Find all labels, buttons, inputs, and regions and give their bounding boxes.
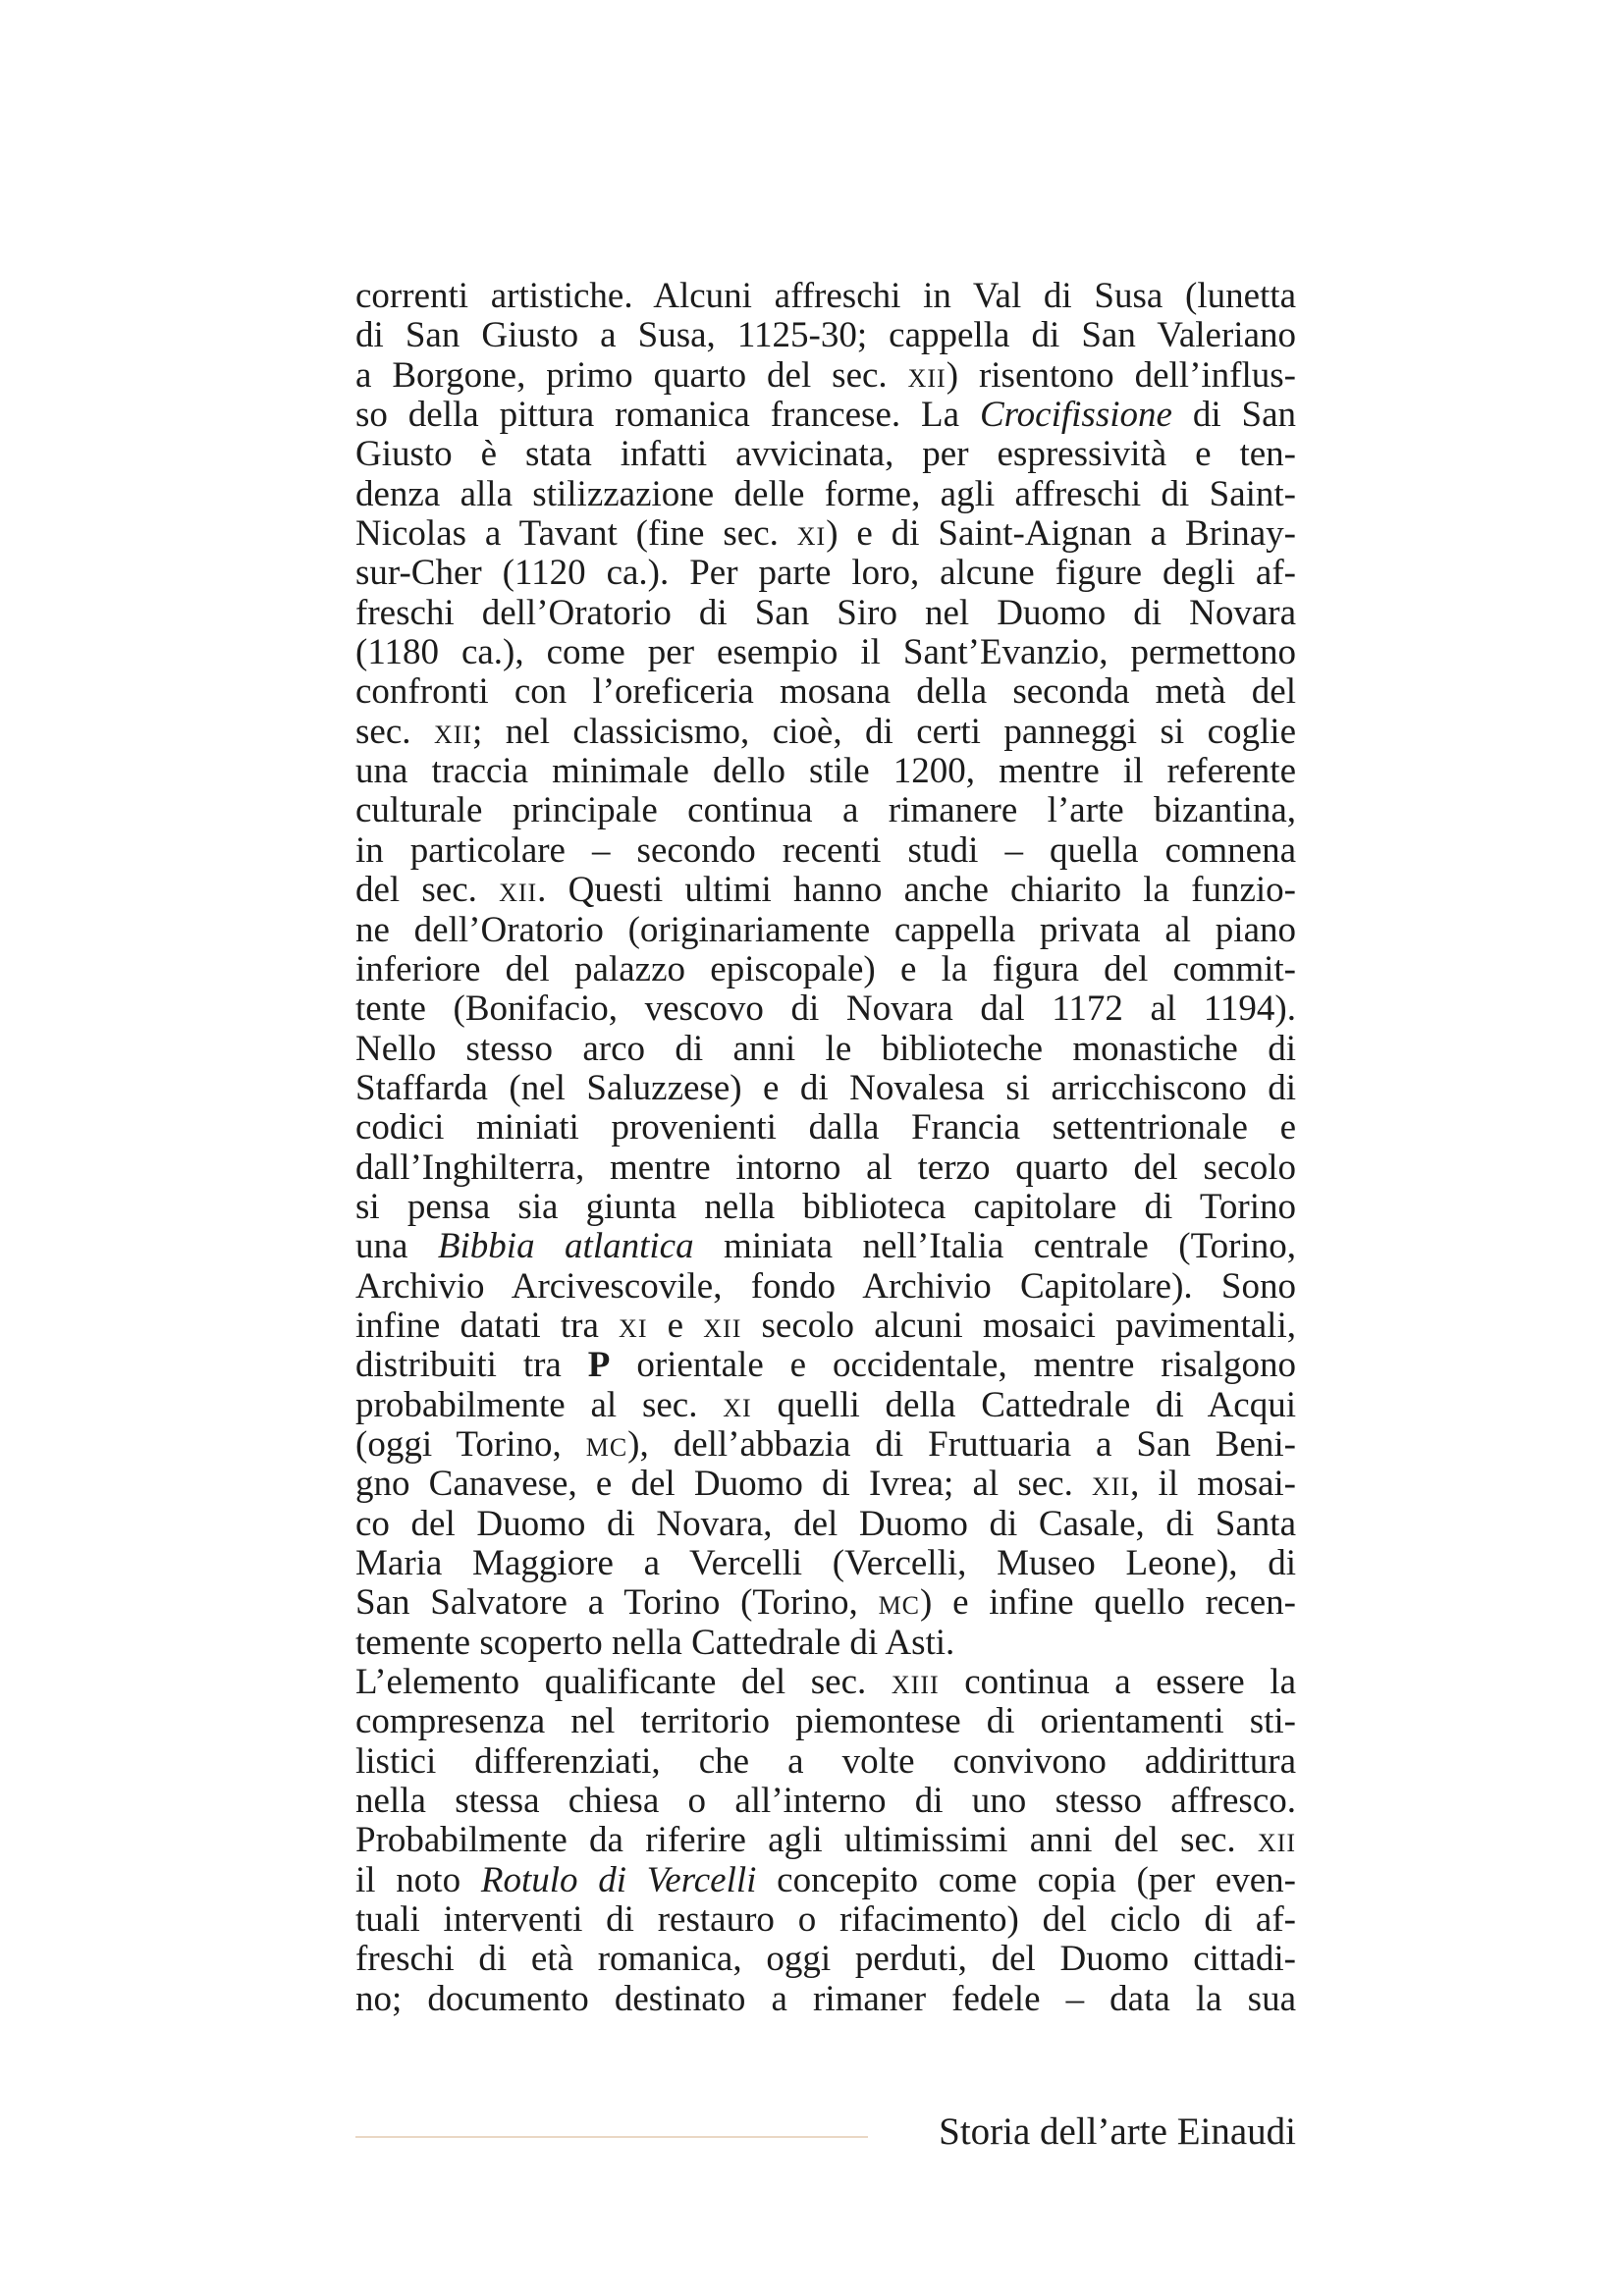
small-caps-text: xi <box>619 1305 648 1346</box>
text-segment: si pensa sia giunta nella biblioteca capitolare di Torino <box>355 1186 1296 1227</box>
text-line <box>355 594 1296 633</box>
text-segment: probabilmente al sec. <box>355 1384 724 1425</box>
text-line <box>355 514 1296 554</box>
text-segment: miniata nell’Italia centrale (Torino, <box>693 1226 1296 1267</box>
text-line <box>355 1821 1296 1860</box>
italic-title: Bibbia atlantica <box>437 1226 694 1267</box>
text-line <box>355 752 1296 791</box>
text-segment: infine datati tra <box>355 1305 620 1346</box>
text-segment: San Salvatore a Torino (Torino, <box>355 1582 879 1624</box>
text-segment: codici miniati provenienti dalla Francia settentrionale e <box>355 1107 1296 1148</box>
text-line <box>355 831 1296 871</box>
text-line <box>355 1742 1296 1782</box>
text-segment: nella stessa chiesa o all’interno di uno stesso affresco. <box>355 1781 1296 1822</box>
text-line <box>355 989 1296 1029</box>
text-line <box>355 277 1296 316</box>
text-segment: temente scoperto nella Cattedrale di Asti. <box>355 1622 955 1663</box>
small-caps-text: mc <box>585 1423 628 1465</box>
text-segment: e <box>647 1305 704 1346</box>
text-segment: quelli della Cattedrale di Acqui <box>751 1384 1296 1425</box>
footer-title: Storia dell’arte Einaudi <box>939 2110 1296 2153</box>
text-segment: , il mosai- <box>1130 1464 1297 1505</box>
text-line <box>355 1307 1296 1346</box>
italic-title: Crocifissione <box>979 395 1172 436</box>
text-segment: inferiore del palazzo episcopale) e la figura del commit- <box>355 948 1296 989</box>
text-segment: (1180 ca.), come per esempio il Sant’Evanzio, permettono <box>355 632 1296 673</box>
text-line <box>355 554 1296 593</box>
text-line <box>355 475 1296 514</box>
text-segment: di San <box>1171 395 1297 436</box>
text-line <box>355 1267 1296 1307</box>
text-segment: Giusto è stata infatti avvicinata, per espressività e ten- <box>355 434 1296 475</box>
small-caps-text: xi <box>723 1384 752 1425</box>
text-segment: ; nel classicismo, cioè, di certi panneggi si coglie <box>472 711 1297 752</box>
text-segment: orientale e occidentale, mentre risalgono <box>610 1345 1296 1386</box>
text-segment: Nello stesso arco di anni le biblioteche monastiche di <box>355 1028 1296 1069</box>
small-caps-text: xii <box>703 1305 742 1346</box>
small-caps-text: mc <box>878 1582 921 1624</box>
text-segment: Nicolas a Tavant (fine sec. <box>355 513 797 555</box>
text-segment: tente (Bonifacio, vescovo di Novara dal 1172 al 1194). <box>355 988 1296 1030</box>
text-segment: in particolare – secondo recenti studi – quella comnena <box>355 829 1296 871</box>
text-line <box>355 1386 1296 1425</box>
text-segment: freschi di età romanica, oggi perduti, del Duomo cittadi- <box>355 1939 1296 1980</box>
text-segment: denza alla stilizzazione delle forme, agli affreschi di Saint- <box>355 473 1296 514</box>
text-segment: ), dell’abbazia di Fruttuaria a San Beni- <box>627 1423 1296 1465</box>
text-line <box>355 1861 1296 1900</box>
text-line <box>355 396 1296 435</box>
footer-rule <box>355 2136 868 2138</box>
text-segment: a Borgone, primo quarto del sec. <box>355 354 908 396</box>
italic-title: Rotulo di Vercelli <box>480 1859 757 1900</box>
small-caps-text: xi <box>796 513 827 555</box>
text-line <box>355 1069 1296 1108</box>
text-segment: sec. <box>355 711 434 752</box>
text-segment: concepito come copia (per even- <box>756 1859 1296 1900</box>
text-line <box>355 1030 1296 1069</box>
text-line <box>355 1425 1296 1465</box>
text-segment: una <box>355 1226 438 1267</box>
text-segment: gno Canavese, e del Duomo di Ivrea; al sec. <box>355 1464 1093 1505</box>
text-line <box>355 1346 1296 1385</box>
text-segment: continua a essere la <box>939 1662 1296 1703</box>
text-line <box>355 871 1296 910</box>
text-segment: Staffarda (nel Saluzzese) e di Novalesa si arricchiscono di <box>355 1067 1296 1108</box>
text-line <box>355 1148 1296 1188</box>
text-line <box>355 1940 1296 1979</box>
text-segment: no; documento destinato a rimaner fedele – data la sua <box>355 1978 1296 2019</box>
bold-text: P <box>587 1345 611 1386</box>
text-segment: distribuiti tra <box>355 1345 588 1386</box>
text-line <box>355 356 1296 396</box>
text-line <box>355 1900 1296 1940</box>
text-segment: (oggi Torino, <box>355 1423 586 1465</box>
small-caps-text: xii <box>433 711 473 752</box>
text-segment: di San Giusto a Susa, 1125-30; cappella di San Valeriano <box>355 315 1296 356</box>
text-line <box>355 911 1296 950</box>
text-line <box>355 316 1296 355</box>
text-line <box>355 633 1296 672</box>
text-segment: L’elemento qualificante del sec. <box>355 1662 892 1703</box>
text-line <box>355 1465 1296 1504</box>
text-line <box>355 1702 1296 1741</box>
text-segment: dall’Inghilterra, mentre intorno al terzo quarto del secolo <box>355 1147 1296 1188</box>
text-segment: secolo alcuni mosaici pavimentali, <box>741 1305 1296 1346</box>
small-caps-text: xii <box>1257 1820 1296 1861</box>
text-line <box>355 1227 1296 1266</box>
body-text <box>355 277 1296 2019</box>
text-line <box>355 1980 1296 2019</box>
text-line <box>355 1663 1296 1702</box>
text-segment: culturale principale continua a rimanere l’arte bizantina, <box>355 790 1296 831</box>
text-segment: correnti artistiche. Alcuni affreschi in Val di Susa (lunetta <box>355 276 1296 316</box>
text-line <box>355 1583 1296 1623</box>
text-segment: co del Duomo di Novara, del Duomo di Casale, di Santa <box>355 1503 1296 1544</box>
text-line <box>355 672 1296 712</box>
text-line <box>355 791 1296 830</box>
small-caps-text: xii <box>499 870 538 911</box>
text-line <box>355 1624 1296 1663</box>
text-segment: il noto <box>355 1859 481 1900</box>
text-segment: freschi dell’Oratorio di San Siro nel Duomo di Novara <box>355 592 1296 633</box>
text-segment: compresenza nel territorio piemontese di orientamenti sti- <box>355 1701 1296 1742</box>
text-segment: tuali interventi di restauro o rifacimento) del ciclo di af- <box>355 1899 1296 1941</box>
text-segment: listici differenziati, che a volte convivono addirittura <box>355 1740 1296 1782</box>
text-line <box>355 1782 1296 1821</box>
text-segment: ) e infine quello recen- <box>920 1582 1296 1624</box>
text-segment: del sec. <box>355 870 500 911</box>
text-segment: so della pittura romanica francese. La <box>355 395 980 436</box>
text-segment: Maria Maggiore a Vercelli (Vercelli, Museo Leone), di <box>355 1543 1296 1583</box>
text-segment: una traccia minimale dello stile 1200, mentre il referente <box>355 751 1296 792</box>
text-segment: ) risentono dell’influs- <box>946 354 1296 396</box>
text-segment: sur-Cher (1120 ca.). Per parte loro, alcune figure degli af- <box>355 553 1296 594</box>
text-segment: ne dell’Oratorio (originariamente cappella privata al piano <box>355 909 1296 950</box>
text-segment: ) e di Saint-Aignan a Brinay- <box>826 513 1296 555</box>
text-segment: confronti con l’oreficeria mosana della seconda metà del <box>355 671 1296 713</box>
small-caps-text: xii <box>907 354 947 396</box>
text-line <box>355 1108 1296 1148</box>
small-caps-text: xii <box>1092 1464 1131 1505</box>
text-segment: Archivio Arcivescovile, fondo Archivio Capitolare). Sono <box>355 1265 1296 1307</box>
text-line <box>355 1544 1296 1583</box>
text-line <box>355 1505 1296 1544</box>
text-line <box>355 713 1296 752</box>
text-segment: Probabilmente da riferire agli ultimissimi anni del sec. <box>355 1820 1258 1861</box>
text-segment: . Questi ultimi hanno anche chiarito la funzio- <box>537 870 1296 911</box>
text-line <box>355 1188 1296 1227</box>
small-caps-text: xiii <box>891 1662 940 1703</box>
text-line <box>355 950 1296 989</box>
text-line <box>355 435 1296 474</box>
